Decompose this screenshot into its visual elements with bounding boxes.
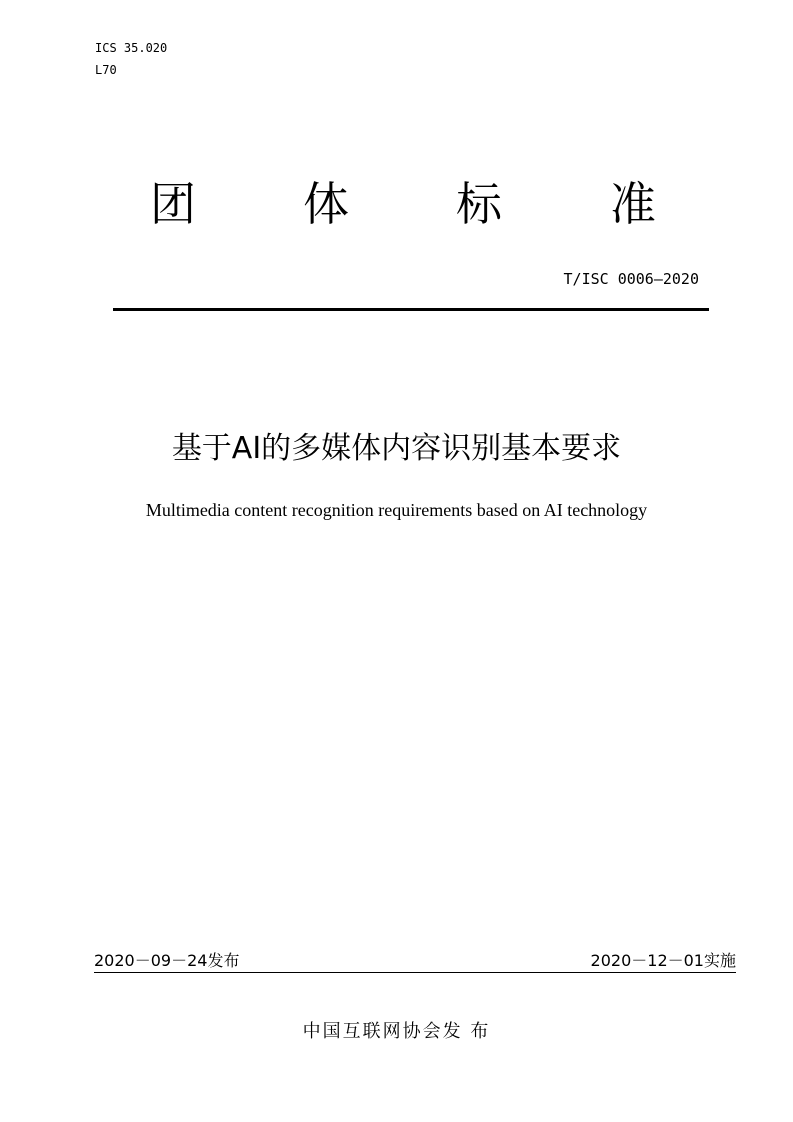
ics-code: ICS 35.020	[95, 41, 168, 55]
standard-number: T/ISC 0006—2020	[563, 270, 699, 288]
document-title-english: Multimedia content recognition requirements based on AI technology	[145, 500, 648, 520]
standard-type-char-3: 标	[456, 177, 502, 231]
standard-type-char-2: 体	[303, 177, 349, 231]
standard-type-char-1: 团	[150, 177, 196, 231]
footer-divider	[94, 972, 736, 973]
header-divider	[113, 308, 709, 311]
document-title-chinese: 基于AI的多媒体内容识别基本要求	[171, 431, 622, 466]
ccs-code: L70	[95, 63, 117, 77]
implementation-date: 2020－12－01实施	[590, 951, 736, 970]
standard-type-char-4: 准	[610, 177, 656, 231]
publisher: 中国互联网协会发 布	[302, 1021, 491, 1042]
issue-date: 2020－09－24发布	[94, 951, 240, 970]
